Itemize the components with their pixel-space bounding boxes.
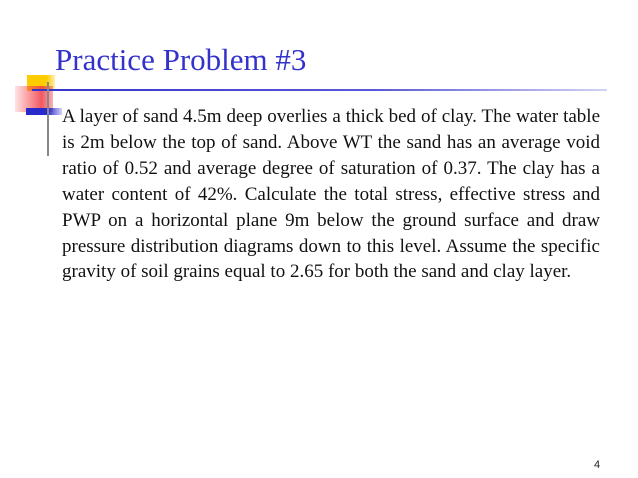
decor-blue-bar (26, 108, 62, 115)
decor-vertical-line (47, 82, 49, 156)
page-number: 4 (594, 459, 601, 471)
slide-title: Practice Problem #3 (55, 42, 307, 77)
slide-body-text: A layer of sand 4.5m deep overlies a thick bed of clay. The water table is 2m below the top of sand. Above WT the sand has an average void ratio of 0.52 and average degree of saturation of 0.37. The clay has a water content of 42%. Calculate the total stress, effective stress and PWP on a horizontal plane 9m below the ground surface and draw pressure distribution diagrams down to this level. Assume the specific gravity of soil grains equal to 2.65 for both the sand and clay layer. (62, 106, 600, 283)
title-underline (32, 89, 607, 91)
